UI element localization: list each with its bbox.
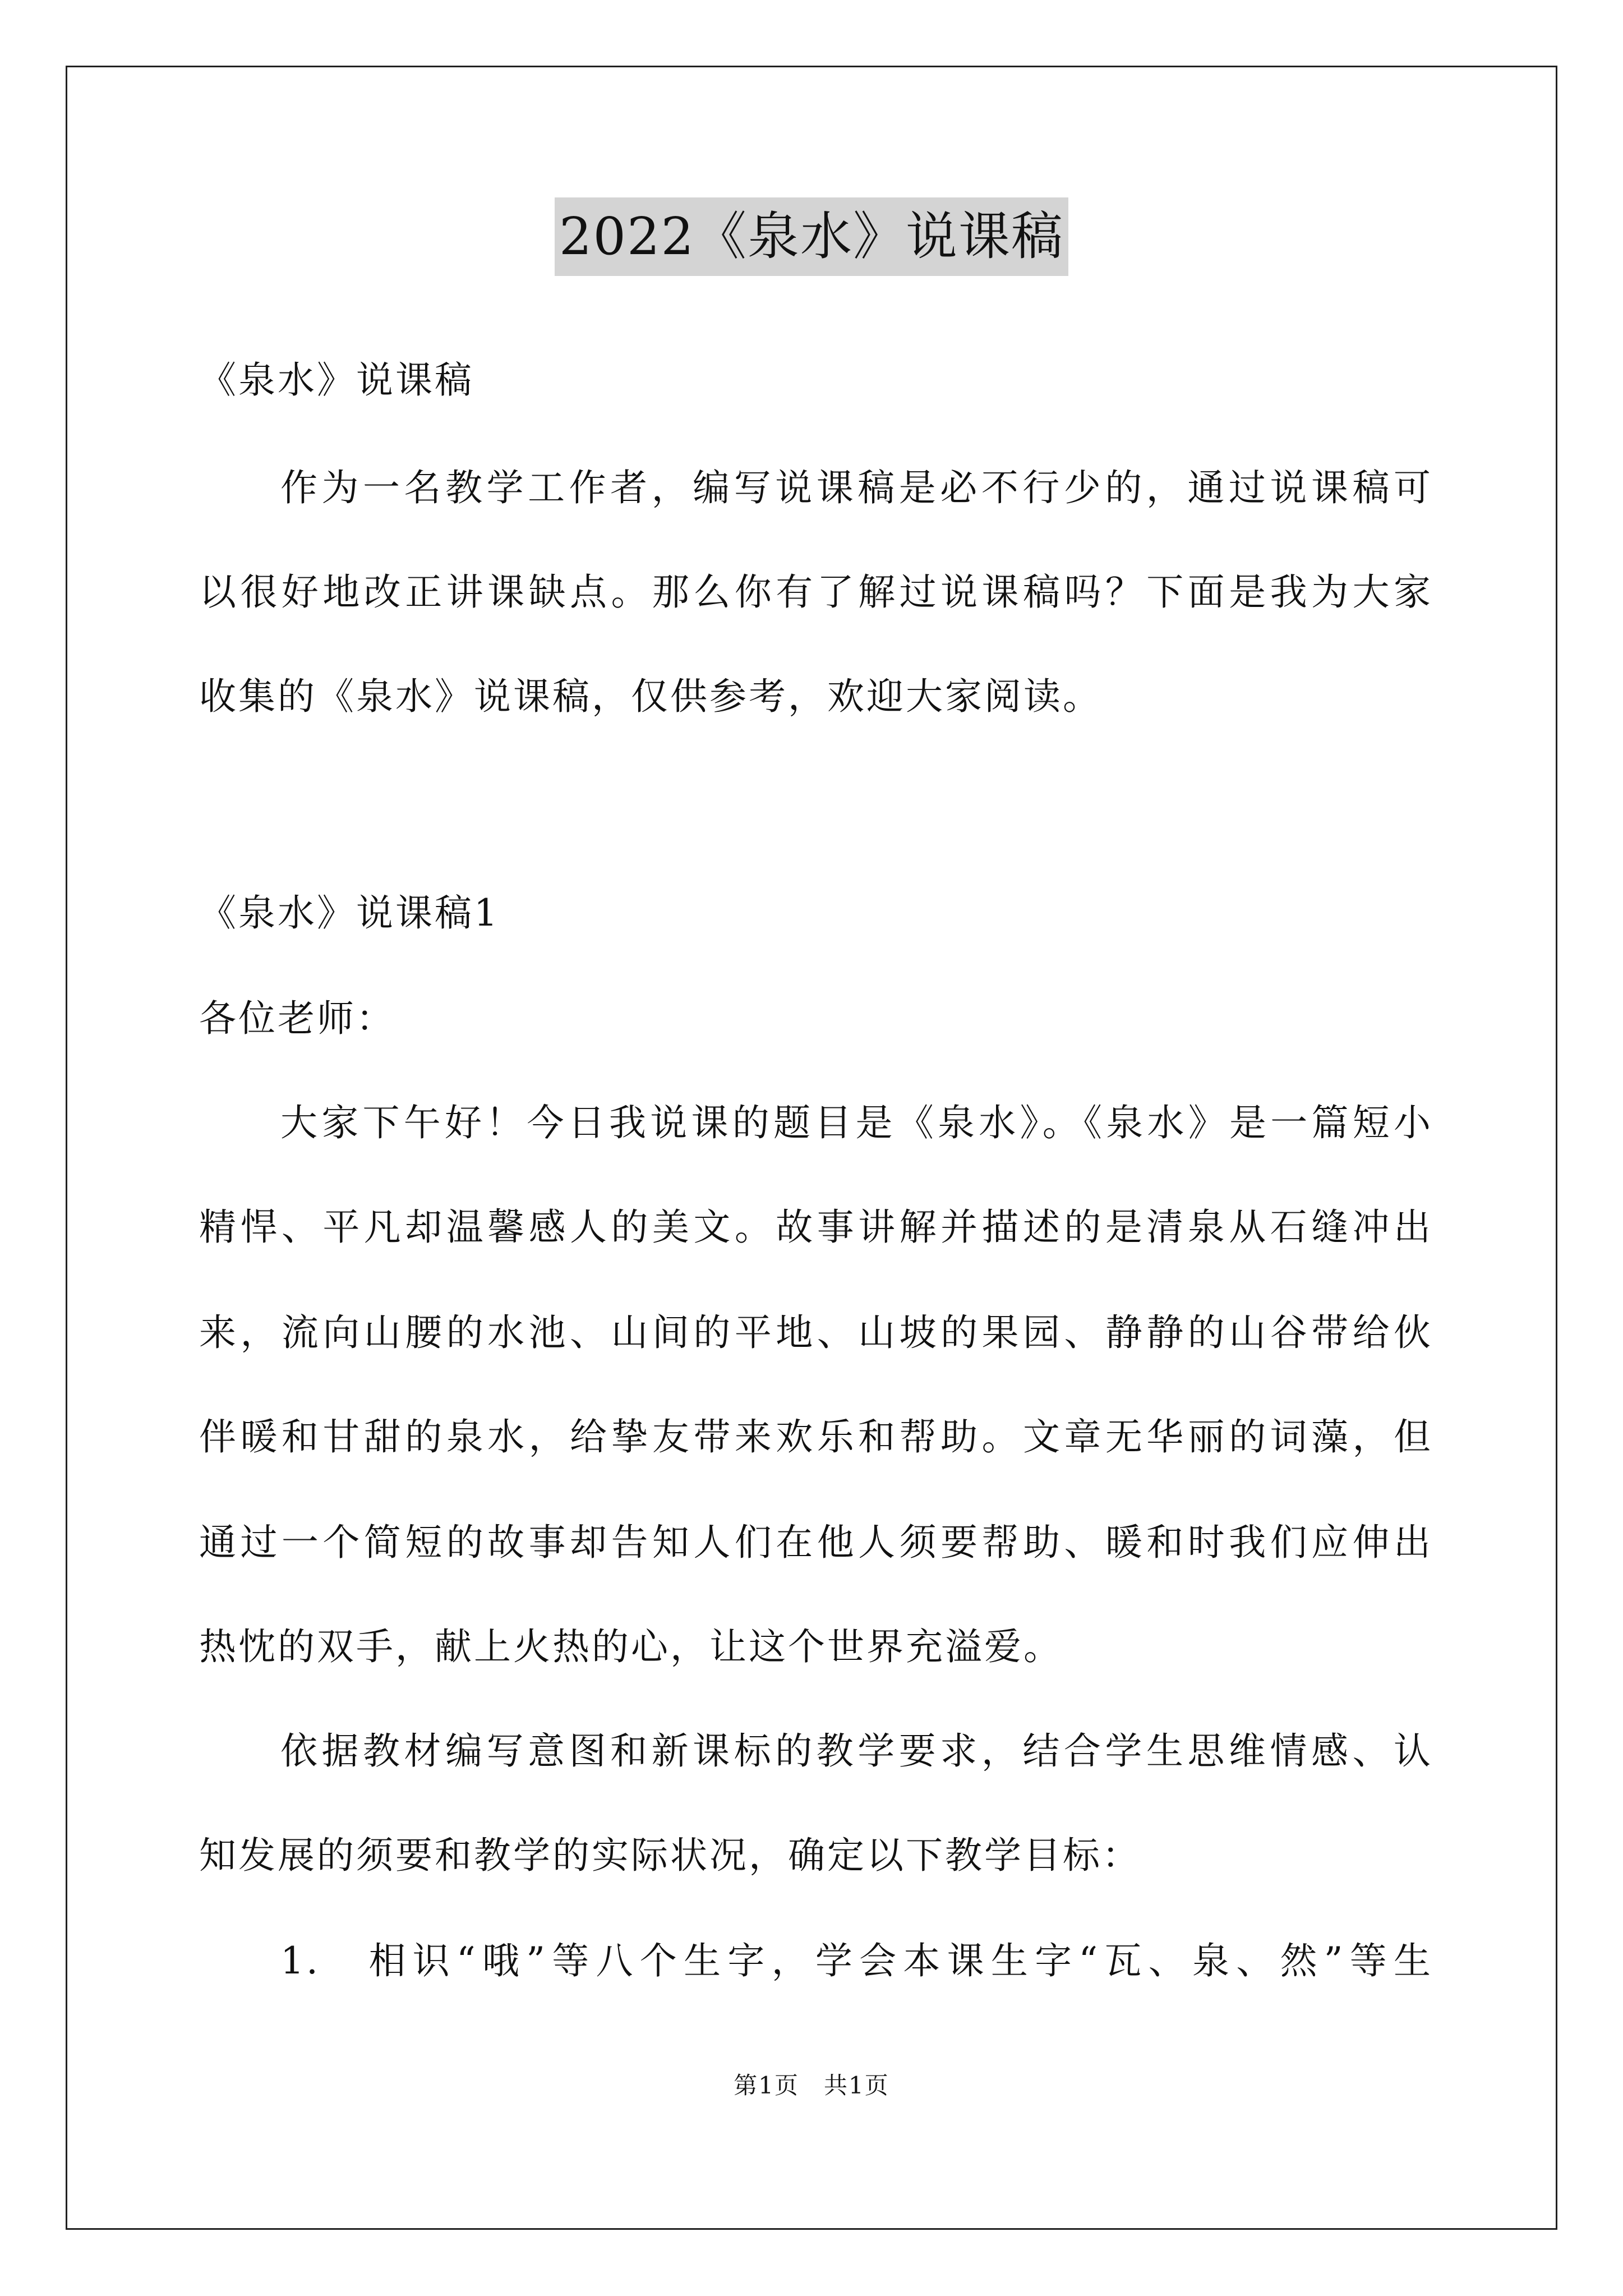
paragraph-line: 收集的《泉水》说课稿，仅供参考，欢迎大家阅读。	[199, 675, 1102, 718]
paragraph-line: 以很好地改正讲课缺点。那么你有了解过说课稿吗？下面是我为大家	[199, 570, 1433, 614]
paragraph-line: 依据教材编写意图和新课标的教学要求，结合学生思维情感、认	[280, 1729, 1433, 1773]
list-item: 1. 相识“哦”等八个生字，学会本课生字“瓦、泉、然”等生	[280, 1939, 1433, 1982]
paragraph-line: 伴暖和甘甜的泉水，给挚友带来欢乐和帮助。文章无华丽的词藻，但	[199, 1415, 1433, 1458]
subtitle: 《泉水》说课稿	[199, 358, 474, 402]
paragraph-line: 热忱的双手，献上火热的心，让这个世界充溢爱。	[199, 1625, 1063, 1668]
paragraph-line: 精悍、平凡却温馨感人的美文。故事讲解并描述的是清泉从石缝冲出	[199, 1205, 1433, 1249]
title-container	[0, 197, 1623, 276]
paragraph-line: 来，流向山腰的水池、山间的平地、山坡的果园、静静的山谷带给伙	[199, 1311, 1433, 1354]
paragraph-line: 作为一名教学工作者，编写说课稿是必不行少的，通过说课稿可	[280, 466, 1433, 509]
salutation: 各位老师：	[199, 997, 395, 1040]
page-footer: 第1页 共1页	[734, 2072, 889, 2099]
paragraph-line: 大家下午好！今日我说课的题目是《泉水》。《泉水》是一篇短小	[280, 1101, 1433, 1144]
section-heading: 《泉水》说课稿1	[199, 891, 500, 935]
document-title: 2022《泉水》说课稿	[555, 197, 1068, 276]
paragraph-line: 通过一个简短的故事却告知人们在他人须要帮助、暖和时我们应伸出	[199, 1521, 1433, 1564]
paragraph-line: 知发展的须要和教学的实际状况，确定以下教学目标：	[199, 1834, 1141, 1877]
